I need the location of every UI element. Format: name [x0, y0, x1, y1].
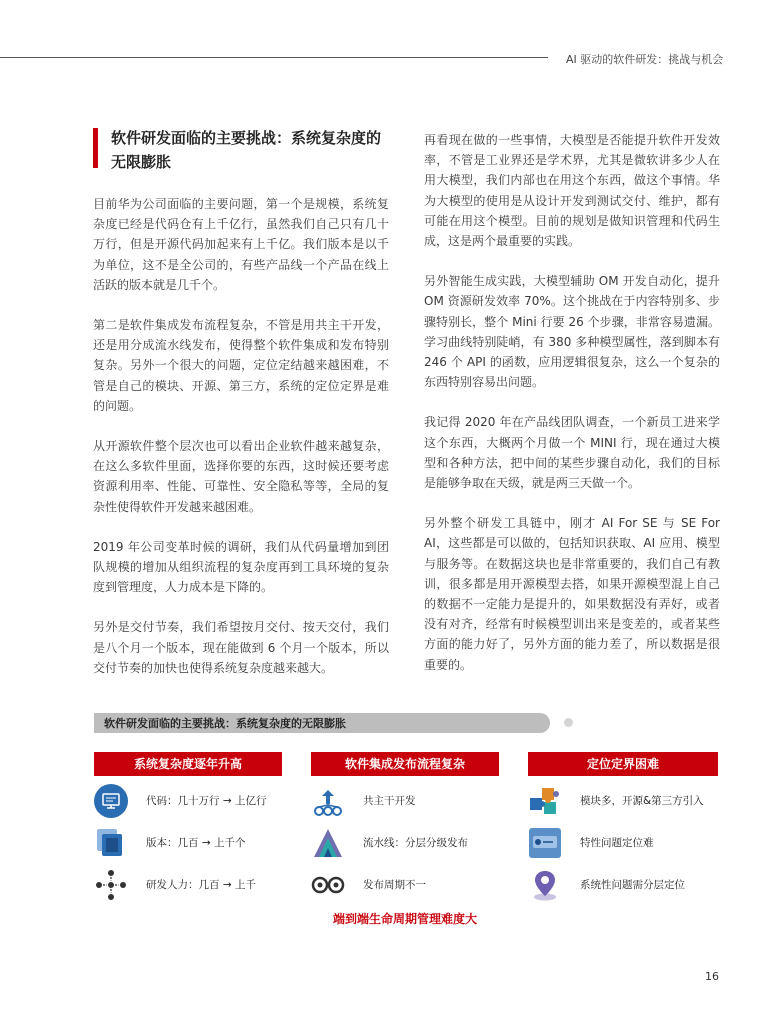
feature-locate-icon: [528, 826, 562, 860]
paragraph: 我记得 2020 年在产品线团队调查，一个新员工进来学这个东西，大概两个月做一个 MINI 行，现在通过大模型和各种方法，把中间的某些步骤自动化，我们的目标是能够争取在天级，就是两三天做一个。: [424, 415, 720, 491]
paragraph: 目前华为公司面临的主要问题，第一个是规模，系统复杂度已经是代码仓有上千亿行，虽然我们自己只有几十万行，但是开源代码加起来有上千亿。我们版本是以千为单位，这不是全公司的，有些产品线一个产品在线上活跃的版本就是几千个。: [93, 197, 389, 292]
item-label: 共主干开发: [363, 795, 416, 807]
versions-icon: [94, 826, 128, 860]
paragraph: 另外整个研发工具链中，刚才 AI For SE 与 SE For AI，这些都是可以做的，包括知识获取、AI 应用、模型与服务等。在数据这块也是非常重要的，我们自己有教训，很多都是用开源模型去搭，如果开源模型混上自己的数据不一定能力是提升的，如果数据没有弄好，或者没有对齐，经常有时候模型训出来是变差的，或者某些方面的能力好了，另外方面的能力差了，所以数据是很重要的。: [424, 516, 720, 672]
left-column: [93, 126, 389, 698]
diagram-banner-text: 软件研发面临的主要挑战：系统复杂度的无限膨胀: [104, 717, 346, 730]
page-number: 16: [705, 970, 719, 983]
paragraph: 另外是交付节奏，我们希望按月交付、按天交付，我们是八个月一个版本，现在能做到 6 个月一个版本，所以交付节奏的加快也使得系统复杂度越来越大。: [93, 620, 389, 675]
diagram-banner: [94, 713, 550, 733]
location-pin-icon: [528, 868, 562, 902]
trunk-branch-icon: [311, 784, 345, 818]
paragraph: 从开源软件整个层次也可以看出企业软件越来越复杂，在这么多软件里面，选择你要的东西，这时候还要考虑资源利用率、性能、可靠性、安全隐私等等，全局的复杂性使得软件开发越来越困难。: [93, 439, 389, 514]
item-label: 代码：几十万行 → 上亿行: [146, 795, 267, 807]
item-label: 发布周期不一: [363, 879, 426, 891]
section-heading: [93, 126, 389, 174]
code-screen-icon: [94, 784, 128, 818]
header-rule: [0, 57, 548, 58]
column-header-complexity: 系统复杂度逐年升高: [94, 752, 282, 776]
item-label: 特性问题定位难: [580, 837, 654, 849]
banner-dot: [564, 718, 573, 727]
pipeline-icon: [311, 826, 345, 860]
puzzle-modules-icon: [528, 784, 562, 818]
column-header-integration: 软件集成发布流程复杂: [311, 752, 499, 776]
paragraph: 2019 年公司变革时候的调研，我们从代码量增加到团队规模的增加从组织流程的复杂度再到工具环境的复杂度到管理度，人力成本是下降的。: [93, 539, 389, 595]
paragraph: 第二是软件集成发布流程复杂，不管是用共主干开发，还是用分成流水线发布，使得整个软件集成和发布特别复杂。另外一个很大的问题，定位定结越来越困难，不管是自己的模块、开源、第三方，系统的定位定界是难的问题。: [93, 318, 389, 413]
item-label: 模块多，开源&第三方引入: [580, 795, 704, 807]
item-label: 流水线：分层分级发布: [363, 837, 468, 849]
item-label: 研发人力：几百 → 上千: [146, 879, 256, 891]
paragraph: 另外智能生成实践，大模型辅助 OM 开发自动化，提升 OM 资源研发效率 70%。这个挑战在于内容特别多、步骤特别长，整个 Mini 行要 26 个步骤，非常容易遗漏。学习曲线特别陡峭，有 380 多种模型属性，落到脚本有 246 个 API 的函数，应用逻辑很复杂，这么一个复杂的东西特别容易出问题。: [424, 274, 720, 390]
section-title: 软件研发面临的主要挑战：系统复杂度的无限膨胀: [111, 129, 382, 171]
item-label: 系统性问题需分层定位: [580, 879, 685, 891]
column-header-locating: 定位定界困难: [528, 752, 718, 776]
section-accent-bar: [93, 128, 98, 168]
paragraph: 再看现在做的一些事情，大模型是否能提升软件开发效率，不管是工业界还是学术界，尤其是微软讲多少人在用大模型，我们内部也在用这个东西，做这个事情。华为大模型的使用是从设计开发到测试交付、维护，都有可能在用这个模型。目前的规划是做知识管理和代码生成，这是两个最重要的实践。: [424, 133, 720, 249]
running-header: AI 驱动的软件研发：挑战与机会: [566, 53, 724, 66]
right-column: [424, 130, 720, 695]
item-label: 版本：几百 → 上千个: [146, 837, 246, 849]
team-network-icon: [94, 868, 128, 902]
release-cycle-icon: [311, 868, 345, 902]
diagram-caption: 端到端生命周期管理难度大: [333, 912, 478, 926]
